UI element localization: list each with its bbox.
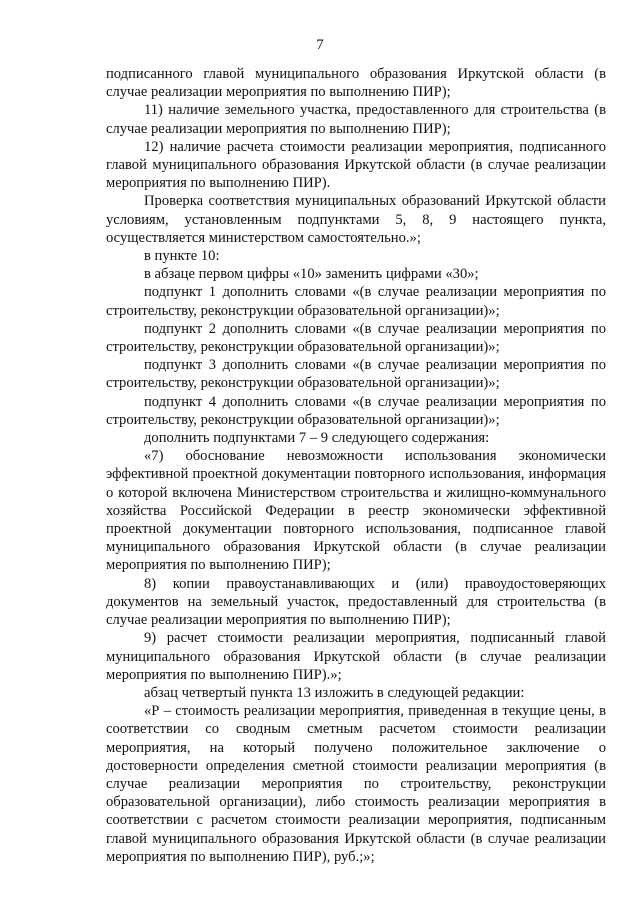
paragraph: в абзаце первом цифры «10» заменить цифрами «30»; bbox=[144, 266, 479, 283]
paragraph: подпункт 1 дополнить словами «(в случае реализации мероприятия по строительству, реконструкции образовательной организации)»; bbox=[106, 284, 606, 319]
document-body bbox=[106, 65, 606, 866]
paragraph: подпункт 4 дополнить словами «(в случае реализации мероприятия по строительству, реконструкции образовательной организации)»; bbox=[106, 393, 606, 428]
paragraph: 12) наличие расчета стоимости реализации мероприятия, подписанного главой муниципального образования Иркутской области (в случае реализации мероприятия по выполнению ПИР). bbox=[106, 138, 606, 192]
paragraph: 8) копии правоустанавливающих и (или) правоудостоверяющих документов на земельный участок, предоставленный для строительства (в случае реализации мероприятия по выполнению ПИР); bbox=[106, 575, 606, 629]
paragraph: «7) обоснование невозможности использования экономически эффективной проектной документации повторного использования, информация о которой включена Министерством строительства и жилищно-коммунального хозяйства Российской Федерации в реестр экономически эффективной проектной документации повторного использования, подписанное главой муниципального образования Иркутской области (в случае реализации мероприятия по выполнению ПИР); bbox=[106, 448, 606, 574]
paragraph: подпункт 2 дополнить словами «(в случае реализации мероприятия по строительству, реконструкции образовательной организации)»; bbox=[106, 320, 606, 356]
paragraph: 9) расчет стоимости реализации мероприятия, подписанный главой муниципального образования Иркутской области (в случае реализации мероприятия по выполнению ПИР).»; bbox=[106, 630, 606, 683]
paragraph: «Р – стоимость реализации мероприятия, приведенная в текущие цены, в соответствии со сводным сметным расчетом стоимости реализации мероприятия, на который получено положительное заключение о достоверности определения сметной стоимости реализации мероприятия (в случае реализации мероприятия по строительству, реконструкции образовательной организации), либо стоимость реализации мероприятия в соответствии с расчетом стоимости реализации мероприятия, подписанным главой муниципального образования Иркутской области (в случае реализации мероприятия по выполнению ПИР), руб.;»; bbox=[106, 703, 606, 865]
paragraph: 11) наличие земельного участка, предоставленного для строительства (в случае реализации мероприятия по выполнению ПИР); bbox=[106, 102, 606, 137]
paragraph: дополнить подпунктами 7 – 9 следующего содержания: bbox=[144, 430, 490, 447]
paragraph: подпункт 3 дополнить словами «(в случае реализации мероприятия по строительству, реконструкции образовательной организации)»; bbox=[106, 357, 606, 392]
paragraph: в пункте 10: bbox=[144, 248, 220, 265]
paragraph: подписанного главой муниципального образования Иркутской области (в случае реализации мероприятия по выполнению ПИР); bbox=[106, 66, 606, 101]
paragraph: Проверка соответствия муниципальных образований Иркутской области условиям, установленным подпунктами 5, 8, 9 настоящего пункта, осуществляется министерством самостоятельно.»; bbox=[106, 193, 606, 246]
paragraph: абзац четвертый пункта 13 изложить в следующей редакции: bbox=[144, 684, 525, 701]
page-number: 7 bbox=[316, 37, 324, 53]
